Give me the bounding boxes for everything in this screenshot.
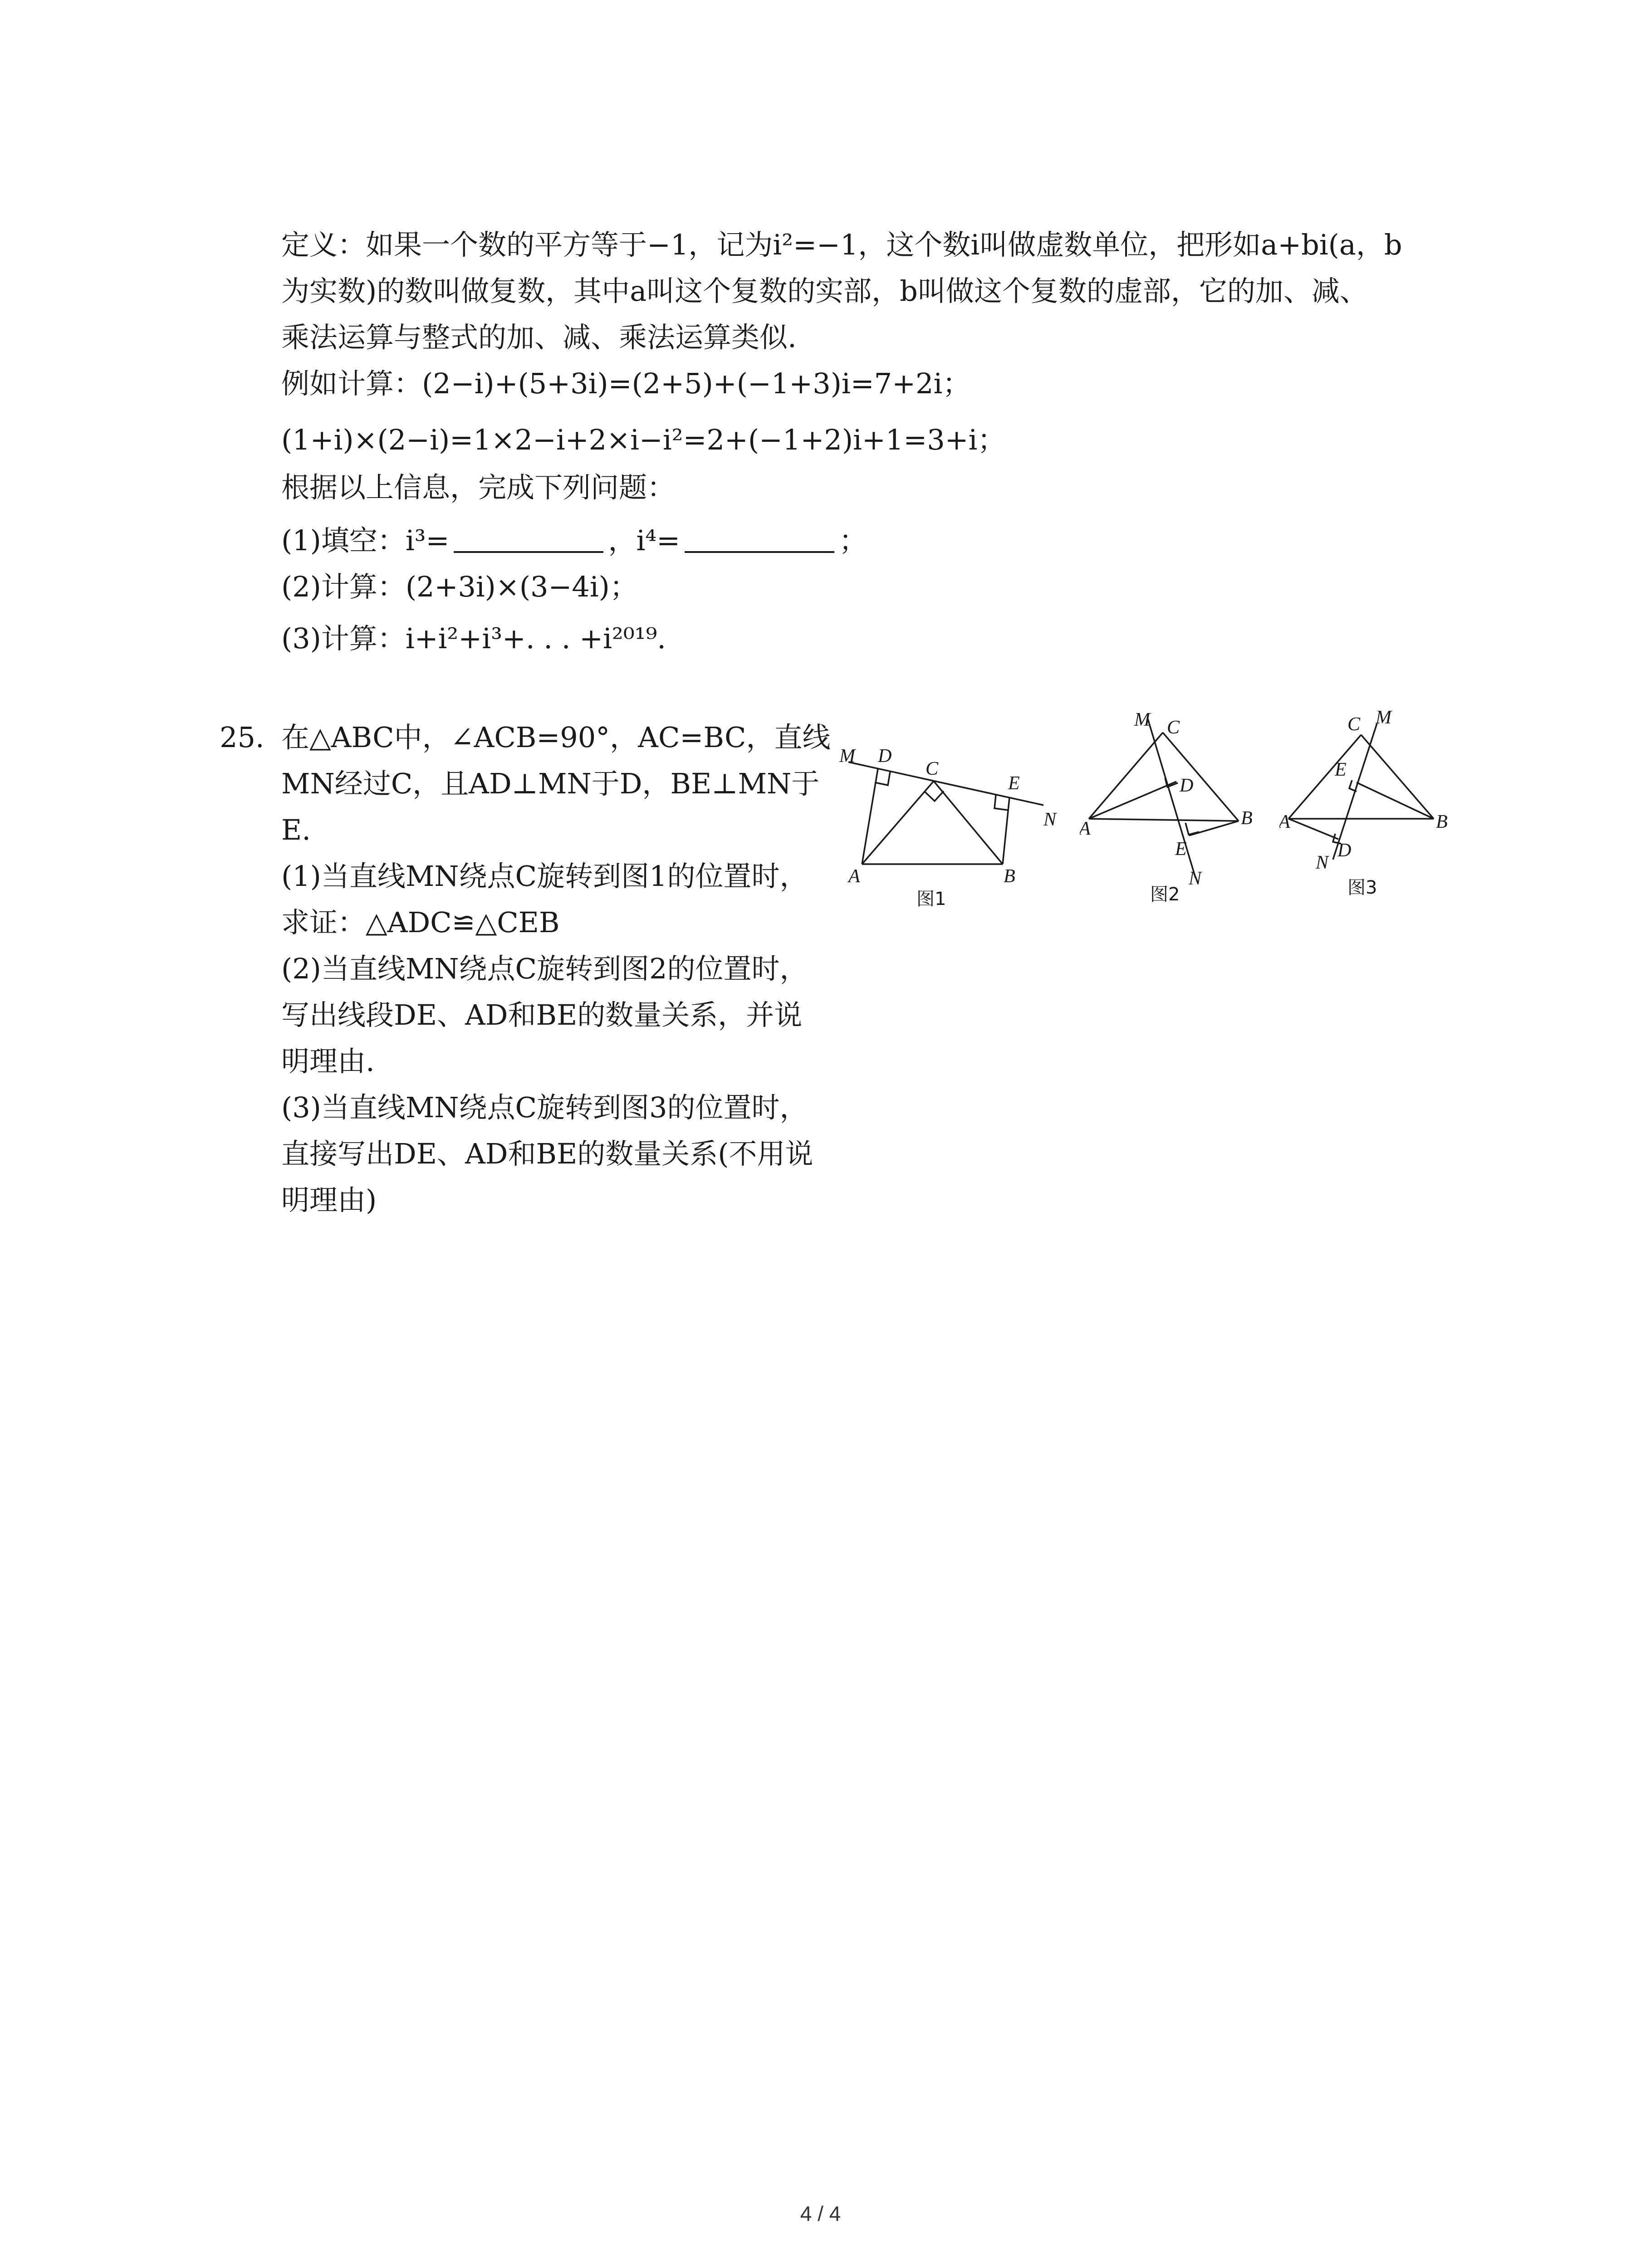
fig1-caption: 图1: [916, 889, 946, 909]
fig3-label-D: D: [1337, 840, 1352, 861]
answer-blank-i4[interactable]: [685, 525, 834, 553]
figure-3: [1279, 708, 1461, 907]
example-line-2: (1+i)×(2−i)=1×2−i+2×i−i²=2+(−1+2)i+1=3+i；: [281, 423, 1006, 456]
fig2-label-D: D: [1180, 775, 1194, 796]
q1-mid: ，i⁴=: [608, 524, 681, 557]
problem-line-11: 明理由): [281, 1183, 377, 1217]
fig2-label-B: B: [1241, 808, 1253, 829]
fig3-label-C: C: [1347, 714, 1361, 735]
figure-2: [1080, 701, 1275, 914]
problem-line-3: E.: [281, 813, 311, 846]
problem-line-1: 在△ABC中，∠ACB=90°，AC=BC，直线: [281, 721, 831, 754]
problem-line-6: (2)当直线MN绕点C旋转到图2的位置时，: [281, 952, 808, 985]
fig2-label-N: N: [1189, 868, 1202, 889]
q1-prefix: (1)填空：i³=: [281, 524, 450, 557]
fig1-label-B: B: [1004, 866, 1015, 887]
definition-line-1: 定义：如果一个数的平方等于−1，记为i²=−1，这个数i叫做虚数单位，把形如a+bi(a，b: [281, 228, 1402, 261]
fig3-label-B: B: [1436, 811, 1448, 832]
problem-line-7: 写出线段DE、AD和BE的数量关系，并说: [281, 998, 803, 1031]
question-3: (3)计算：i+i²+i³+. . . +i²⁰¹⁹.: [281, 622, 666, 655]
fig1-label-N: N: [1043, 809, 1057, 830]
fig1-label-E: E: [1008, 773, 1020, 794]
fig1-label-C: C: [926, 758, 939, 779]
problem-line-10: 直接写出DE、AD和BE的数量关系(不用说: [281, 1137, 813, 1170]
figure-1: [835, 744, 1071, 912]
fig1-label-D: D: [878, 746, 892, 767]
page-number: 4 / 4: [800, 2202, 841, 2225]
fig2-label-M: M: [1134, 709, 1150, 730]
fig2-label-A: A: [1080, 818, 1091, 839]
definition-line-2: 为实数)的数叫做复数，其中a叫这个复数的实部，b叫做这个复数的虚部，它的加、减、: [281, 274, 1368, 308]
problem-line-2: MN经过C，且AD⊥MN于D，BE⊥MN于: [281, 767, 820, 800]
fig3-label-E: E: [1335, 759, 1347, 780]
answer-blank-i3[interactable]: [454, 525, 603, 553]
q1-end: ；: [839, 524, 867, 557]
fig2-caption: 图2: [1150, 884, 1180, 905]
problem-line-4: (1)当直线MN绕点C旋转到图1的位置时，: [281, 860, 808, 893]
fig2-label-E: E: [1175, 839, 1187, 860]
fig3-label-M: M: [1376, 708, 1391, 728]
problem-line-8: 明理由.: [281, 1045, 375, 1078]
fig3-label-N: N: [1316, 852, 1329, 873]
fig1-label-M: M: [839, 746, 855, 767]
definition-line-3: 乘法运算与整式的加、减、乘法运算类似.: [281, 321, 797, 354]
question-2: (2)计算：(2+3i)×(3−4i)；: [281, 570, 638, 603]
fig3-label-A: A: [1279, 811, 1290, 832]
problem-line-5: 求证：△ADC≌△CEB: [281, 906, 560, 939]
example-line-1: 例如计算：(2−i)+(5+3i)=(2+5)+(−1+3)i=7+2i；: [281, 367, 971, 400]
fig3-caption: 图3: [1347, 877, 1377, 898]
fig2-label-C: C: [1167, 717, 1180, 738]
problem-line-9: (3)当直线MN绕点C旋转到图3的位置时，: [281, 1091, 808, 1124]
fig1-label-A: A: [848, 866, 860, 887]
problem-number: 25.: [220, 721, 265, 754]
instruction-line: 根据以上信息，完成下列问题：: [281, 471, 676, 504]
question-1: [281, 523, 867, 559]
